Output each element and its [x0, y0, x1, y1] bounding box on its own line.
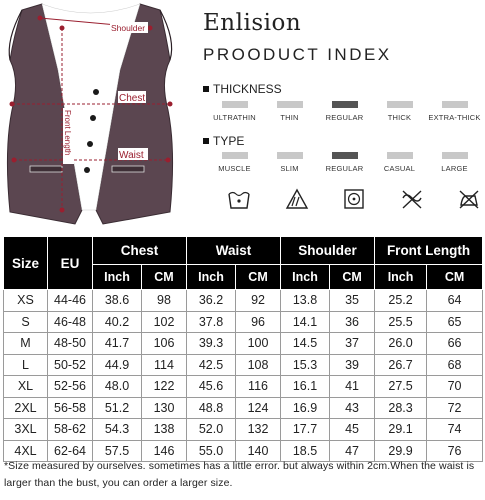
table-row: [4, 419, 483, 441]
table-cell: 57.5: [93, 440, 142, 462]
table-cell: M: [4, 333, 48, 355]
table-cell: 39.3: [187, 333, 236, 355]
table-cell: 28.3: [375, 397, 427, 419]
table-cell: 48-50: [48, 333, 93, 355]
table-cell: 15.3: [281, 354, 330, 376]
thickness-swatch: [387, 101, 413, 108]
table-cell: 140: [236, 440, 281, 462]
table-cell: 108: [236, 354, 281, 376]
table-cell: 39: [330, 354, 375, 376]
table-cell: 102: [142, 311, 187, 333]
table-cell: 100: [236, 333, 281, 355]
thickness-option-label: ULTRATHIN: [213, 113, 256, 122]
table-cell: 55.0: [187, 440, 236, 462]
type-option-label: REGULAR: [325, 164, 364, 173]
table-row: [4, 376, 483, 398]
table-cell: L: [4, 354, 48, 376]
table-cell: 26.7: [375, 354, 427, 376]
thickness-option-label: REGULAR: [325, 113, 364, 122]
header-size: Size: [4, 237, 48, 290]
thickness-swatch: [442, 101, 468, 108]
thickness-option: [317, 101, 372, 122]
table-cell: 18.5: [281, 440, 330, 462]
type-option-label: CASUAL: [383, 164, 416, 173]
table-cell: 37: [330, 333, 375, 355]
table-cell: S: [4, 311, 48, 333]
table-cell: 64: [427, 290, 483, 312]
table-cell: 16.1: [281, 376, 330, 398]
brand-name: Enlision: [203, 10, 302, 36]
thickness-option-label: THIN: [280, 113, 299, 122]
table-cell: 38.6: [93, 290, 142, 312]
chest-label: Chest: [119, 93, 146, 104]
size-table-body: [4, 290, 483, 462]
table-cell: 66: [427, 333, 483, 355]
type-option: [372, 152, 427, 173]
bleach-icon: [284, 186, 310, 212]
table-cell: 70: [427, 376, 483, 398]
table-cell: 98: [142, 290, 187, 312]
table-cell: 48.8: [187, 397, 236, 419]
table-cell: 14.1: [281, 311, 330, 333]
table-cell: 42.5: [187, 354, 236, 376]
table-cell: 41: [330, 376, 375, 398]
type-option-label: MUSCLE: [218, 164, 251, 173]
thickness-option-label: EXTRA-THICK: [428, 113, 481, 122]
table-cell: 47: [330, 440, 375, 462]
table-cell: 45.6: [187, 376, 236, 398]
table-cell: 52.0: [187, 419, 236, 441]
table-cell: 43: [330, 397, 375, 419]
table-cell: 27.5: [375, 376, 427, 398]
table-cell: 124: [236, 397, 281, 419]
type-option: [427, 152, 482, 173]
table-cell: 52-56: [48, 376, 93, 398]
table-cell: 46-48: [48, 311, 93, 333]
type-option-label: LARGE: [441, 164, 468, 173]
table-cell: 76: [427, 440, 483, 462]
care-instructions: [226, 186, 482, 212]
table-row: [4, 290, 483, 312]
table-cell: 146: [142, 440, 187, 462]
waist-label: Waist: [119, 150, 144, 161]
table-cell: 96: [236, 311, 281, 333]
square-bullet-icon: [203, 138, 209, 144]
table-cell: 65: [427, 311, 483, 333]
thickness-option: [207, 101, 262, 122]
product-info-panel: [0, 0, 485, 232]
type-swatch: [387, 152, 413, 159]
table-cell: XL: [4, 376, 48, 398]
table-cell: 4XL: [4, 440, 48, 462]
table-cell: 17.7: [281, 419, 330, 441]
thickness-option: [262, 101, 317, 122]
table-cell: 56-58: [48, 397, 93, 419]
type-swatch: [277, 152, 303, 159]
header-waist: Waist: [187, 237, 281, 265]
shoulder-label: Shoulder: [111, 23, 146, 33]
table-cell: 44.9: [93, 354, 142, 376]
header-unit-inch: Inch: [93, 265, 142, 290]
table-cell: 92: [236, 290, 281, 312]
header-chest: Chest: [93, 237, 187, 265]
size-chart-table: [3, 236, 483, 462]
vest-diagram: [0, 0, 200, 232]
table-cell: 72: [427, 397, 483, 419]
type-swatch: [332, 152, 358, 159]
header-eu: EU: [48, 237, 93, 290]
type-scale: [207, 152, 482, 173]
type-option: [262, 152, 317, 173]
table-cell: 114: [142, 354, 187, 376]
header-front-length: Front Length: [375, 237, 483, 265]
table-cell: 44-46: [48, 290, 93, 312]
header-unit-inch: Inch: [375, 265, 427, 290]
table-cell: 13.8: [281, 290, 330, 312]
header-unit-cm: CM: [236, 265, 281, 290]
thickness-option: [372, 101, 427, 122]
thickness-scale: [207, 101, 482, 122]
table-cell: 54.3: [93, 419, 142, 441]
table-cell: 51.2: [93, 397, 142, 419]
hand-wash-icon: [226, 186, 252, 212]
table-cell: 29.9: [375, 440, 427, 462]
table-cell: XS: [4, 290, 48, 312]
header-unit-inch: Inch: [281, 265, 330, 290]
table-row: [4, 311, 483, 333]
table-cell: 29.1: [375, 419, 427, 441]
table-cell: 62-64: [48, 440, 93, 462]
table-cell: 25.2: [375, 290, 427, 312]
table-cell: 35: [330, 290, 375, 312]
table-row: [4, 354, 483, 376]
table-cell: 58-62: [48, 419, 93, 441]
no-wring-icon: [399, 186, 425, 212]
table-cell: 122: [142, 376, 187, 398]
header-unit-cm: CM: [330, 265, 375, 290]
table-cell: 16.9: [281, 397, 330, 419]
table-cell: 14.5: [281, 333, 330, 355]
table-cell: 37.8: [187, 311, 236, 333]
table-cell: 2XL: [4, 397, 48, 419]
table-cell: 138: [142, 419, 187, 441]
tumble-dry-icon: [341, 186, 367, 212]
no-iron-icon: [456, 186, 482, 212]
type-swatch: [442, 152, 468, 159]
table-cell: 48.0: [93, 376, 142, 398]
table-cell: 130: [142, 397, 187, 419]
table-cell: 25.5: [375, 311, 427, 333]
table-cell: 116: [236, 376, 281, 398]
thickness-option: [427, 101, 482, 122]
size-footnote: *Size measured by ourselves. sometimes has a little error. but always within 2cm.When the waist is larger than the bust, you can order a larger size.: [4, 460, 475, 489]
table-row: [4, 333, 483, 355]
table-cell: 26.0: [375, 333, 427, 355]
front-length-label: Front Length: [63, 110, 72, 156]
thickness-swatch: [277, 101, 303, 108]
table-cell: 74: [427, 419, 483, 441]
thickness-heading: THICKNESS: [203, 82, 282, 96]
header-shoulder: Shoulder: [281, 237, 375, 265]
header-unit-cm: CM: [427, 265, 483, 290]
type-heading: TYPE: [203, 134, 244, 148]
square-bullet-icon: [203, 86, 209, 92]
table-cell: 106: [142, 333, 187, 355]
table-row: [4, 397, 483, 419]
table-cell: 36: [330, 311, 375, 333]
table-cell: 68: [427, 354, 483, 376]
thickness-swatch: [222, 101, 248, 108]
table-cell: 45: [330, 419, 375, 441]
table-cell: 50-52: [48, 354, 93, 376]
thickness-swatch: [332, 101, 358, 108]
type-option: [207, 152, 262, 173]
table-cell: 40.2: [93, 311, 142, 333]
product-index-title: PROODUCT INDEX: [203, 45, 392, 64]
table-cell: 132: [236, 419, 281, 441]
table-cell: 3XL: [4, 419, 48, 441]
header-unit-cm: CM: [142, 265, 187, 290]
table-cell: 41.7: [93, 333, 142, 355]
type-swatch: [222, 152, 248, 159]
thickness-option-label: THICK: [387, 113, 412, 122]
type-option-label: SLIM: [280, 164, 299, 173]
table-cell: 36.2: [187, 290, 236, 312]
header-unit-inch: Inch: [187, 265, 236, 290]
type-option: [317, 152, 372, 173]
